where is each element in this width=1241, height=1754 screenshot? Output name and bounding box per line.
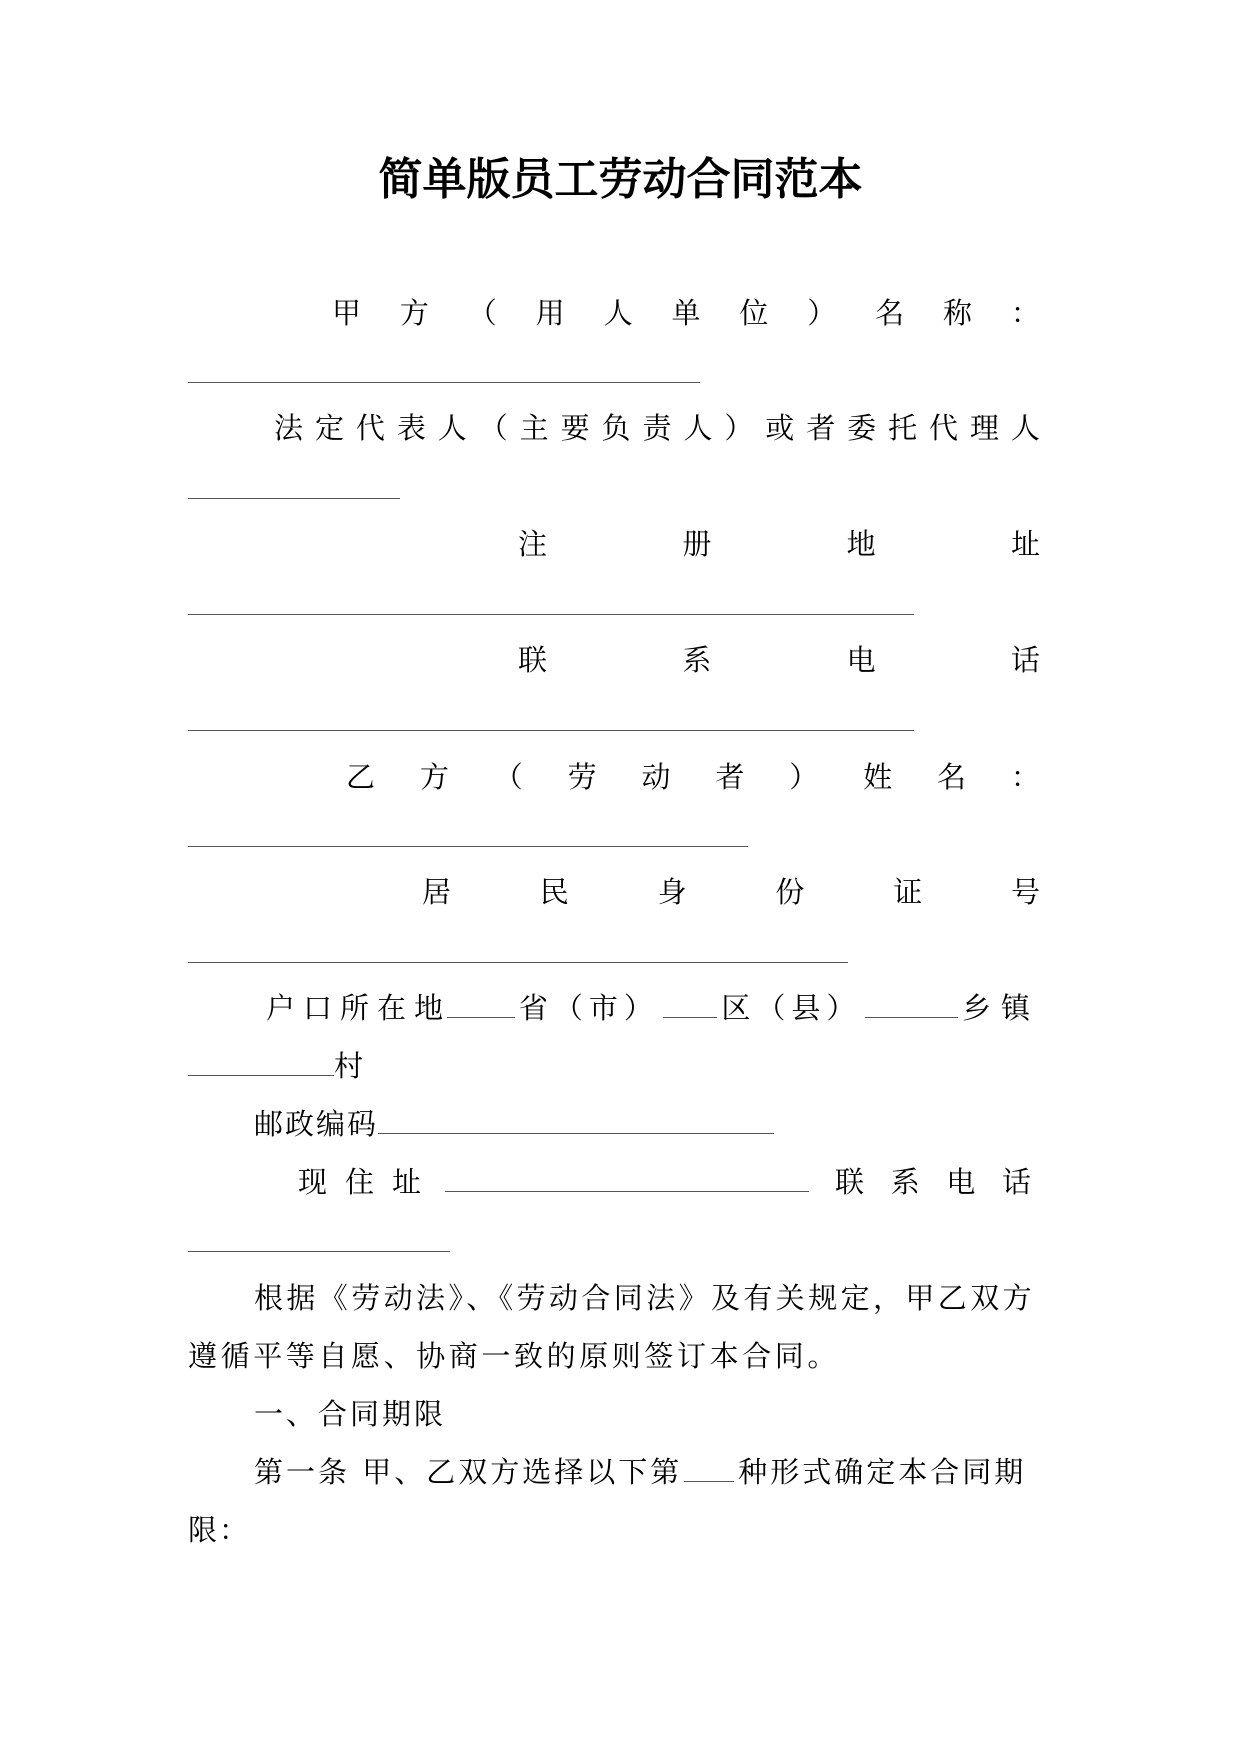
label-char: 话 — [1002, 1165, 1032, 1199]
label-char: 现 — [298, 1165, 328, 1199]
hukou-village-label: 村 — [334, 1049, 366, 1083]
document-title: 简单版员工劳动合同范本 — [378, 154, 863, 205]
label-char: ） — [807, 296, 837, 330]
label-char: 负 — [601, 411, 631, 445]
party-a-address-blank — [188, 614, 914, 615]
label-char: 联 — [518, 643, 548, 677]
label-char: ： — [1010, 296, 1040, 330]
label-char: 口 — [303, 991, 333, 1025]
party-b-name-label — [346, 756, 1040, 798]
label-char: 地 — [846, 527, 876, 561]
label-char: 委 — [847, 411, 877, 445]
label-char: 身 — [657, 875, 687, 909]
label-char: 或 — [765, 411, 795, 445]
label-char: 册 — [682, 527, 712, 561]
party-a-representative-blank — [188, 498, 400, 499]
label-char: 用 — [535, 296, 565, 330]
current-phone-blank — [188, 1251, 450, 1252]
label-char: 姓 — [863, 760, 893, 794]
label-char: 者 — [715, 760, 745, 794]
label-char: 责 — [642, 411, 672, 445]
party-a-name-blank — [188, 382, 700, 383]
label-char: 证 — [893, 875, 923, 909]
article-1-blank — [684, 1453, 734, 1482]
label-char: 定 — [314, 411, 344, 445]
party-b-hukou-row — [266, 987, 1040, 1029]
label-char: 方 — [399, 296, 429, 330]
label-char: 注 — [518, 527, 548, 561]
label-char: 要 — [560, 411, 590, 445]
label-char: 号 — [1010, 875, 1040, 909]
label-char: ） — [724, 411, 754, 445]
hukou-district-blank — [663, 989, 718, 1018]
label-char: 单 — [671, 296, 701, 330]
label-char: 址 — [392, 1165, 422, 1199]
label-char: 人 — [683, 411, 713, 445]
label-char: 电 — [946, 1165, 976, 1199]
current-address-label — [298, 1161, 421, 1203]
party-b-id-blank — [188, 962, 848, 963]
label-char: 人 — [437, 411, 467, 445]
label-char: 联 — [835, 1165, 865, 1199]
label-char: 址 — [1010, 527, 1040, 561]
label-char: 系 — [682, 643, 712, 677]
label-char: ） — [789, 760, 819, 794]
label-char: 称 — [943, 296, 973, 330]
label-char: 份 — [775, 875, 805, 909]
label-char: 代 — [929, 411, 959, 445]
label-char: 名 — [937, 760, 967, 794]
article-1-text-part1: 第一条 甲、乙双方选择以下第 — [254, 1455, 683, 1489]
current-address-row — [298, 1161, 1040, 1203]
hukou-town-label: 乡镇 — [961, 991, 1040, 1025]
label-char: 地 — [414, 991, 444, 1025]
label-char: ： — [1010, 760, 1040, 794]
label-char: 方 — [419, 760, 449, 794]
postcode-label: 邮政编码 — [254, 1107, 379, 1141]
label-char: 住 — [345, 1165, 375, 1199]
label-char: 在 — [377, 991, 407, 1025]
party-a-representative-label — [274, 407, 1040, 449]
label-char: 理 — [969, 411, 999, 445]
hukou-province-label: 省（市） — [518, 991, 659, 1025]
label-char: 居 — [422, 875, 452, 909]
party-b-name-blank — [188, 846, 748, 847]
article-1-line-2: 限： — [188, 1513, 251, 1547]
hukou-town-blank — [865, 989, 958, 1018]
party-a-phone-label — [518, 639, 1040, 681]
party-b-id-label — [422, 871, 1040, 913]
article-1-line-1 — [254, 1451, 1026, 1493]
label-char: （ — [478, 411, 508, 445]
label-char: 乙 — [346, 760, 376, 794]
label-char: 人 — [1010, 411, 1040, 445]
label-char: （ — [493, 760, 523, 794]
label-char: 托 — [888, 411, 918, 445]
current-address-blank — [445, 1163, 809, 1192]
hukou-district-label: 区（县） — [721, 991, 862, 1025]
party-a-name-label — [332, 292, 1040, 334]
label-char: 民 — [539, 875, 569, 909]
label-char: 甲 — [332, 296, 362, 330]
label-char: 法 — [274, 411, 304, 445]
label-char: 系 — [890, 1165, 920, 1199]
hukou-province-blank — [447, 989, 515, 1018]
intro-line-1: 根据《劳动法》、《劳动合同法》及有关规定，甲乙双方 — [254, 1281, 1036, 1315]
party-a-phone-blank — [188, 730, 914, 731]
label-char: 话 — [1010, 643, 1040, 677]
postcode-blank — [378, 1105, 774, 1134]
label-char: 所 — [340, 991, 370, 1025]
hukou-village-row — [188, 1045, 365, 1087]
label-char: 户 — [266, 991, 296, 1025]
label-char: （ — [467, 296, 497, 330]
label-char: 代 — [355, 411, 385, 445]
current-phone-label — [835, 1161, 1031, 1203]
section-1-heading: 一、合同期限 — [254, 1397, 447, 1431]
article-1-text-part2: 种形式确定本合同期 — [738, 1455, 1027, 1489]
label-char: 主 — [519, 411, 549, 445]
label-char: 动 — [641, 760, 671, 794]
label-char: 表 — [396, 411, 426, 445]
intro-line-2: 遵循平等自愿、协商一致的原则签订本合同。 — [188, 1339, 841, 1373]
postcode-row — [254, 1103, 774, 1145]
label-char: 名 — [875, 296, 905, 330]
hukou-village-blank — [188, 1047, 334, 1076]
label-char: 劳 — [567, 760, 597, 794]
label-char: 电 — [846, 643, 876, 677]
label-char: 者 — [806, 411, 836, 445]
label-char: 位 — [739, 296, 769, 330]
party-a-address-label — [518, 523, 1040, 565]
label-char: 人 — [603, 296, 633, 330]
hukou-label — [266, 987, 443, 1029]
